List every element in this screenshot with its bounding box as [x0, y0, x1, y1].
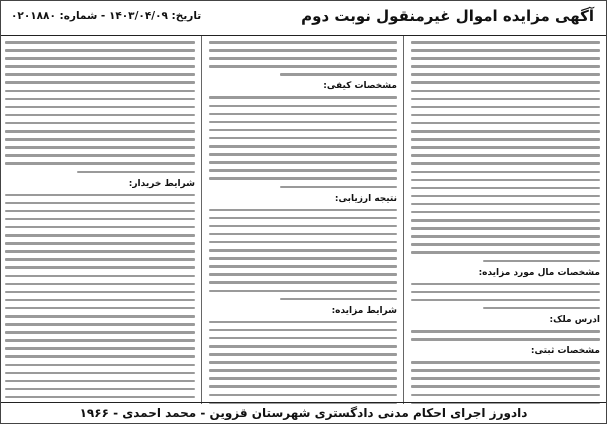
notice-title: آگهی مزایده اموال غیرمنقول نوبت دوم [301, 7, 594, 25]
notice-signature: دادورز اجرای احکام مدنی دادگستری شهرستان قزوین - محمد احمدی - ۱۹۶۶ [1, 402, 606, 423]
heading-address: آدرس ملک: [549, 315, 600, 325]
heading-technical: مشخصات ثبتی: [530, 346, 600, 357]
notice-date-number: تاریخ: ۱۴۰۳/۰۴/۰۹ - شماره: ۰۲۰۱۸۸۰ [11, 10, 202, 22]
heading-evaluation: نتیجه ارزیابی: [334, 193, 397, 204]
heading-qualitative: مشخصات کیفی: [323, 81, 397, 92]
heading-conditions: شرایط مزایده: [331, 305, 397, 316]
notice-body [1, 36, 606, 404]
notice-header [1, 1, 606, 36]
heading-property-spec: مشخصات مال مورد مزایده: [478, 267, 600, 278]
body-column-left [0, 36, 202, 404]
heading-buyer: شرایط خریدار: [128, 178, 195, 189]
body-column-middle [203, 36, 404, 404]
body-column-right [405, 36, 606, 404]
